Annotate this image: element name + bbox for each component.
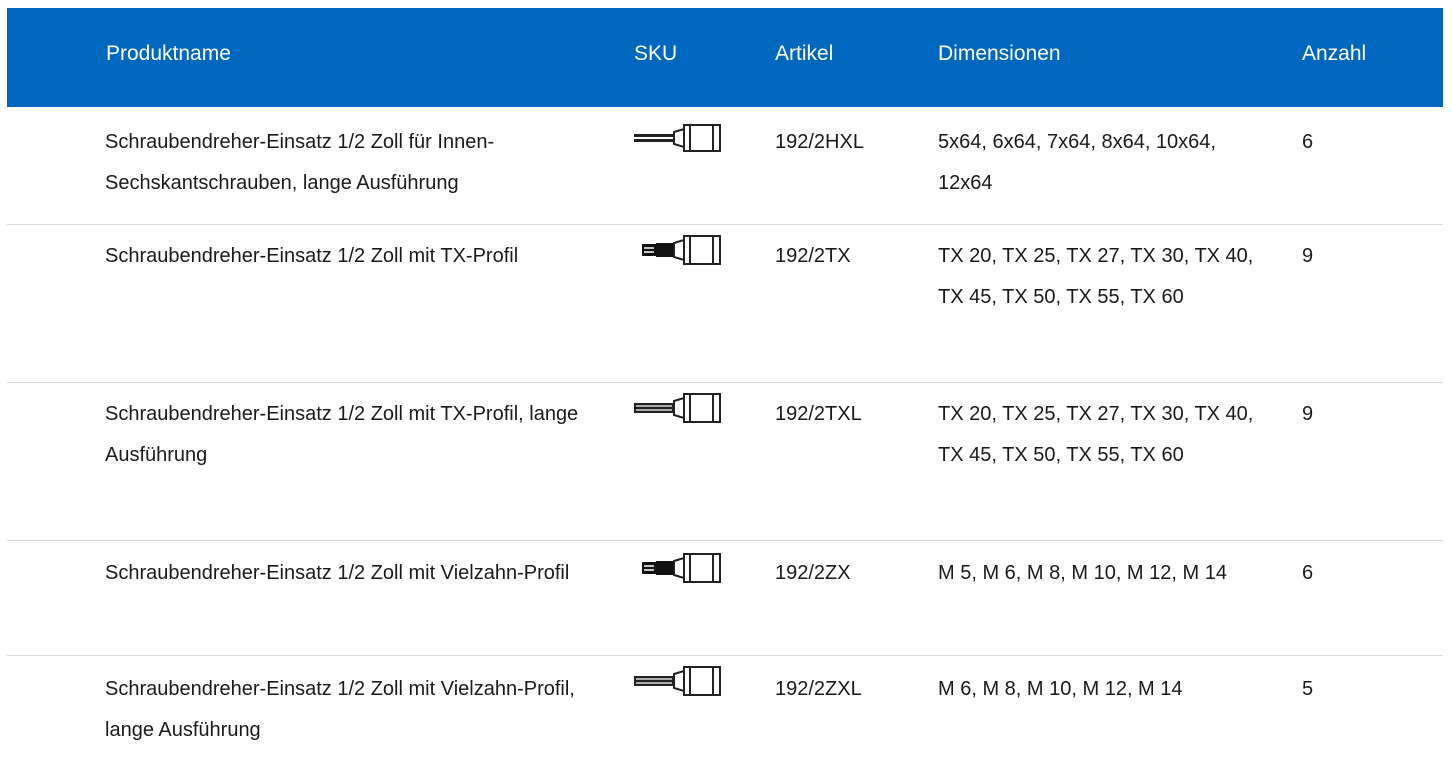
product-name: Schraubendreher-Einsatz 1/2 Zoll für Innen-Sechskantschrauben, lange Ausführung — [105, 131, 495, 194]
header-sku: SKU — [634, 42, 678, 65]
product-name: Schraubendreher-Einsatz 1/2 Zoll mit Vielzahn-Profil — [105, 562, 570, 584]
product-name: Schraubendreher-Einsatz 1/2 Zoll mit Vielzahn-Profil, lange Ausführung — [105, 678, 575, 741]
count: 6 — [1302, 131, 1314, 153]
table-row — [7, 107, 1443, 225]
table-row — [7, 541, 1443, 656]
table-row — [7, 225, 1443, 383]
dimensions: TX 20, TX 25, TX 27, TX 30, TX 40, TX 45, TX 50, TX 55, TX 60 — [938, 403, 1254, 466]
table-row — [7, 383, 1443, 541]
table-row — [7, 656, 1443, 768]
article-number: 192/2TXL — [775, 403, 862, 425]
count: 9 — [1302, 245, 1314, 267]
spline-bit-socket-long-icon — [632, 666, 732, 696]
count: 6 — [1302, 562, 1314, 584]
product-name: Schraubendreher-Einsatz 1/2 Zoll mit TX-Profil, lange Ausführung — [105, 403, 579, 466]
header-dimensions: Dimensionen — [938, 42, 1061, 65]
table-header — [7, 8, 1443, 107]
torx-bit-socket-long-icon — [632, 393, 732, 423]
count: 9 — [1302, 403, 1314, 425]
article-number: 192/2TX — [775, 245, 851, 267]
header-product-name: Produktname — [106, 42, 231, 65]
spline-bit-socket-icon — [632, 553, 732, 583]
dimensions: TX 20, TX 25, TX 27, TX 30, TX 40, TX 45, TX 50, TX 55, TX 60 — [938, 245, 1254, 308]
product-name: Schraubendreher-Einsatz 1/2 Zoll mit TX-Profil — [105, 245, 519, 267]
hex-bit-socket-long-icon — [632, 123, 732, 153]
article-number: 192/2ZX — [775, 562, 851, 584]
article-number: 192/2HXL — [775, 131, 864, 153]
product-table — [7, 8, 1443, 768]
torx-bit-socket-icon — [632, 235, 732, 265]
header-count: Anzahl — [1302, 42, 1367, 65]
dimensions: M 6, M 8, M 10, M 12, M 14 — [938, 678, 1183, 700]
article-number: 192/2ZXL — [775, 678, 862, 700]
dimensions: M 5, M 6, M 8, M 10, M 12, M 14 — [938, 562, 1227, 584]
header-article: Artikel — [775, 42, 834, 65]
dimensions: 5x64, 6x64, 7x64, 8x64, 10x64, 12x64 — [938, 131, 1216, 194]
count: 5 — [1302, 678, 1314, 700]
